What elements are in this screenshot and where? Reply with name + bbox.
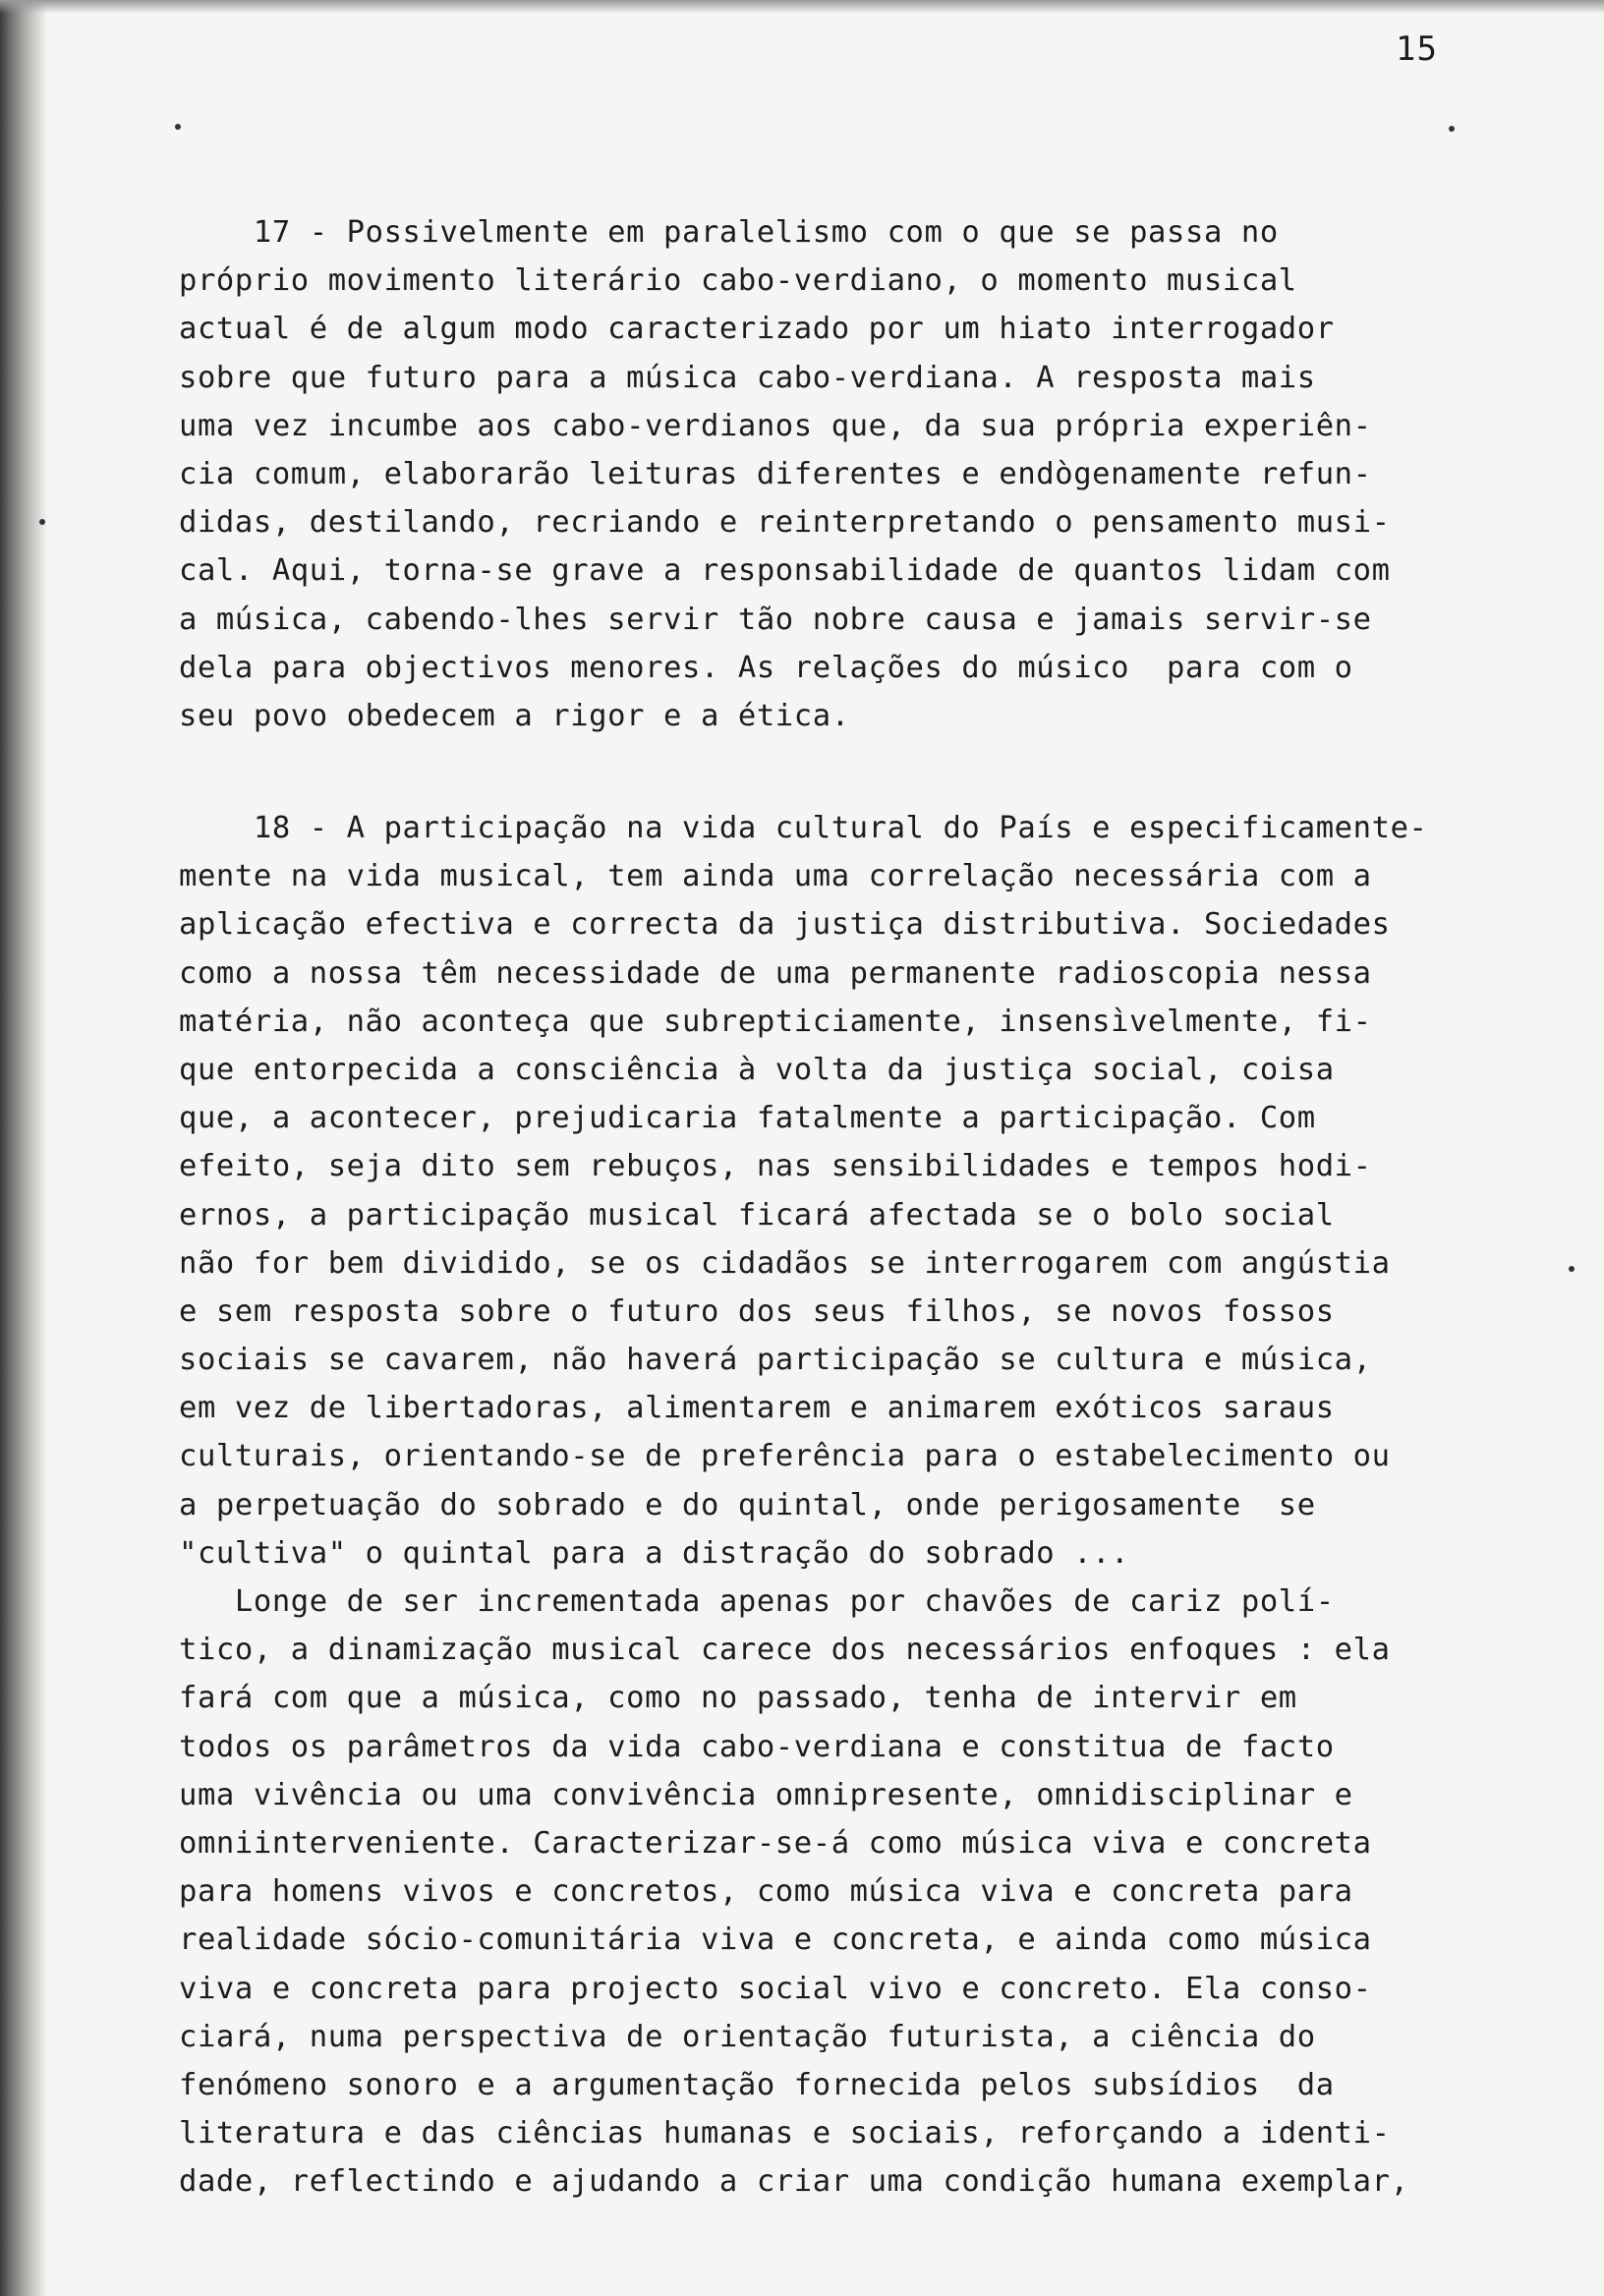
text-line: actual é de algum modo caracterizado por um hiato interrogador	[179, 312, 1335, 347]
text-line: a perpetuação do sobrado e do quintal, onde perigosamente se	[179, 1487, 1316, 1522]
text-line: seu povo obedecem a rigor e a ética.	[179, 698, 850, 733]
text-line: e sem resposta sobre o futuro dos seus filhos, se novos fossos	[179, 1293, 1335, 1329]
text-line: dela para objectivos menores. As relações do músico para com o	[179, 650, 1353, 685]
text-line: Longe de ser incrementada apenas por chavões de cariz polí-	[179, 1584, 1335, 1619]
text-line: para homens vivos e concretos, como música viva e concreta para	[179, 1874, 1353, 1910]
text-line: 18 - A participação na vida cultural do País e especificamente-	[179, 811, 1428, 845]
text-line: ernos, a participação musical ficará afectada se o bolo social	[179, 1197, 1335, 1233]
paragraph-17	[179, 208, 1496, 740]
page-number: 15	[1396, 29, 1438, 69]
text-line: aplicação efectiva e correcta da justiça distributiva. Sociedades	[179, 907, 1391, 943]
text-line: fenómeno sonoro e a argumentação fornecida pelos subsídios da	[179, 2067, 1335, 2102]
text-line: em vez de libertadoras, alimentarem e animarem exóticos saraus	[179, 1391, 1335, 1426]
text-line: todos os parâmetros da vida cabo-verdiana e constitua de facto	[179, 1729, 1335, 1764]
text-line: mente na vida musical, tem ainda uma correlação necessária com a	[179, 859, 1372, 894]
text-line: culturais, orientando-se de preferência para o estabelecimento ou	[179, 1439, 1391, 1474]
text-line: fará com que a música, como no passado, tenha de intervir em	[179, 1681, 1297, 1716]
text-line: didas, destilando, recriando e reinterpretando o pensamento musi-	[179, 505, 1391, 541]
text-line: que, a acontecer, prejudicaria fatalmente a participação. Com	[179, 1101, 1316, 1136]
text-line: sociais se cavarem, não haverá participação se cultura e música,	[179, 1343, 1372, 1378]
scan-speck	[1569, 1266, 1575, 1272]
scan-speck	[39, 519, 45, 525]
text-line: dade, reflectindo e ajudando a criar uma condição humana exemplar,	[179, 2164, 1409, 2200]
text-line: realidade sócio-comunitária viva e concreta, e ainda como música	[179, 1923, 1372, 1958]
text-line: cia comum, elaborarão leituras diferentes e endògenamente refun-	[179, 456, 1372, 491]
text-line: uma vez incumbe aos cabo-verdianos que, da sua própria experiên-	[179, 408, 1372, 443]
paragraph-18	[179, 804, 1496, 2206]
text-line: ciará, numa perspectiva de orientação futurista, a ciência do	[179, 2019, 1316, 2054]
text-line: "cultiva" o quintal para a distração do sobrado ...	[179, 1535, 1130, 1571]
text-line: como a nossa têm necessidade de uma permanente radioscopia nessa	[179, 955, 1372, 991]
text-line: omniinterveniente. Caracterizar-se-á como música viva e concreta	[179, 1825, 1372, 1861]
text-line: 17 - Possivelmente em paralelismo com o que se passa no	[179, 215, 1279, 250]
text-line: não for bem dividido, se os cidadãos se interrogarem com angústia	[179, 1245, 1391, 1281]
text-line: viva e concreta para projecto social vivo e concreto. Ela conso-	[179, 1971, 1372, 2006]
text-line: cal. Aqui, torna-se grave a responsabilidade de quantos lidam com	[179, 553, 1391, 589]
text-line: efeito, seja dito sem rebuços, nas sensibilidades e tempos hodi-	[179, 1149, 1372, 1184]
text-line: a música, cabendo-lhes servir tão nobre causa e jamais servir-se	[179, 602, 1372, 637]
text-line: literatura e das ciências humanas e sociais, reforçando a identi-	[179, 2116, 1391, 2152]
scan-edge-shadow	[0, 0, 47, 2296]
text-line: uma vivência ou uma convivência omnipresente, omnidisciplinar e	[179, 1777, 1353, 1812]
scan-speck	[175, 124, 181, 130]
text-line: matéria, não aconteça que subrepticiamente, insensìvelmente, fi-	[179, 1004, 1372, 1039]
scan-speck	[1449, 126, 1455, 132]
scan-top-shadow	[0, 0, 1604, 14]
text-line: sobre que futuro para a música cabo-verdiana. A resposta mais	[179, 360, 1316, 395]
text-line: que entorpecida a consciência à volta da justiça social, coisa	[179, 1052, 1335, 1087]
text-line: próprio movimento literário cabo-verdiano, o momento musical	[179, 263, 1297, 299]
text-line: tico, a dinamização musical carece dos necessários enfoques : ela	[179, 1633, 1391, 1668]
